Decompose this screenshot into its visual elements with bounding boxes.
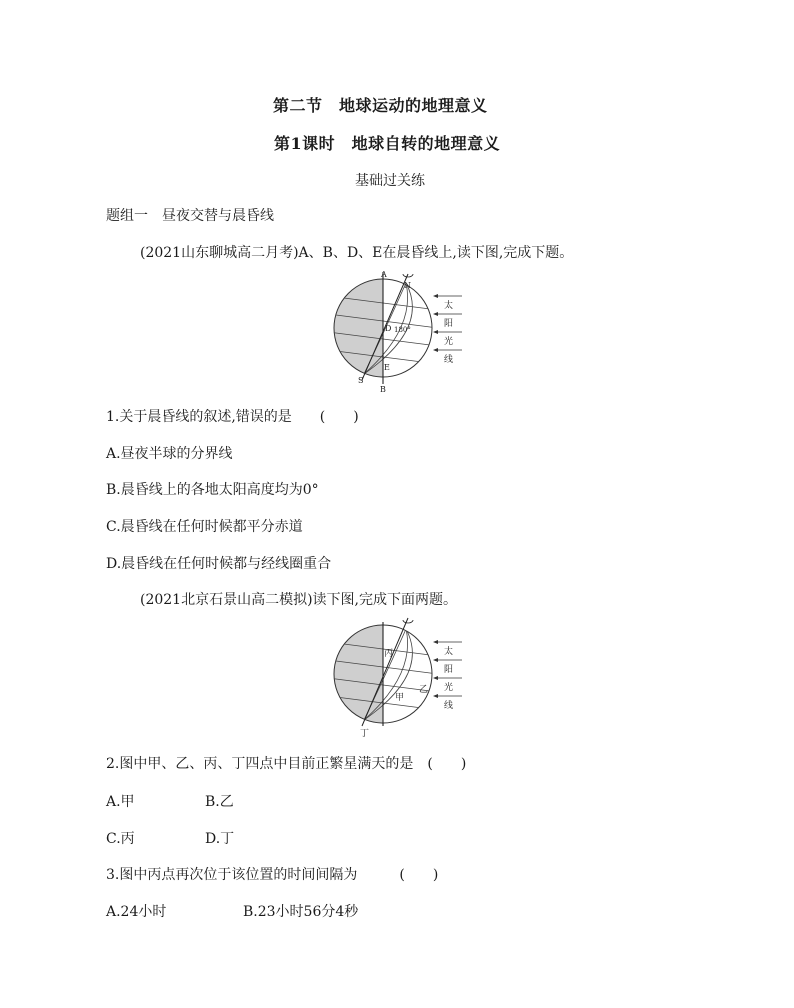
- sun-label: 阳: [444, 319, 454, 329]
- q1-option-a: A.昼夜半球的分界线: [106, 446, 233, 462]
- point-e-label: E: [384, 363, 390, 372]
- sun-label: 光: [444, 337, 454, 347]
- terminator-diagram-2: [328, 612, 470, 738]
- q3-option-a: A.24小时: [106, 904, 167, 920]
- point-s-label: S: [358, 376, 364, 385]
- point-a-label: A: [381, 270, 387, 279]
- group1-title: 题组一 昼夜交替与晨昏线: [106, 208, 274, 224]
- q1-option-d: D.晨昏线在任何时候都与经线圈重合: [106, 556, 332, 572]
- sun-label: 线: [444, 701, 454, 711]
- sun-label: 阳: [444, 665, 454, 675]
- q2-option-c: C.丙: [106, 831, 135, 847]
- sun-label: 太: [444, 301, 454, 311]
- q2-option-d: D.丁: [205, 831, 235, 847]
- q3-option-b: B.23小时56分4秒: [243, 904, 359, 920]
- point-ding-label: 丁: [360, 729, 370, 738]
- q1-option-b: B.晨昏线上的各地太阳高度均为0°: [106, 482, 319, 498]
- sun-label: 光: [444, 683, 454, 693]
- point-bing-label: 丙: [384, 649, 394, 659]
- question-3-stem: 3.图中丙点再次位于该位置的时间间隔为 ( ): [106, 867, 439, 883]
- point-yi-label: 乙: [419, 685, 429, 695]
- question-2-stem: 2.图中甲、乙、丙、丁四点中目前正繁星满天的是 ( ): [106, 756, 467, 772]
- question-1-stem: 1.关于晨昏线的叙述,错误的是 ( ): [106, 409, 359, 425]
- q2-option-a: A.甲: [106, 794, 135, 810]
- sun-label: 线: [444, 355, 454, 365]
- practice-title: 基础过关练: [355, 173, 425, 189]
- sun-label: 太: [444, 647, 454, 657]
- intro-2: (2021北京石景山高二模拟)读下图,完成下面两题。: [140, 592, 458, 608]
- longitude-label: 180°: [394, 326, 411, 334]
- intro-1: (2021山东聊城高二月考)A、B、D、E在晨昏线上,读下图,完成下题。: [140, 245, 574, 261]
- lesson-title: 第1课时 地球自转的地理意义: [274, 134, 501, 153]
- section-title: 第二节 地球运动的地理意义: [273, 96, 488, 115]
- point-b-label: B: [380, 385, 386, 394]
- q2-option-b: B.乙: [205, 794, 234, 810]
- point-jia-label: 甲: [395, 693, 405, 703]
- point-n-label: N: [404, 281, 411, 290]
- point-d-label: D: [385, 324, 392, 333]
- q1-option-c: C.晨昏线在任何时候都平分赤道: [106, 519, 303, 535]
- terminator-diagram-1: [328, 268, 470, 394]
